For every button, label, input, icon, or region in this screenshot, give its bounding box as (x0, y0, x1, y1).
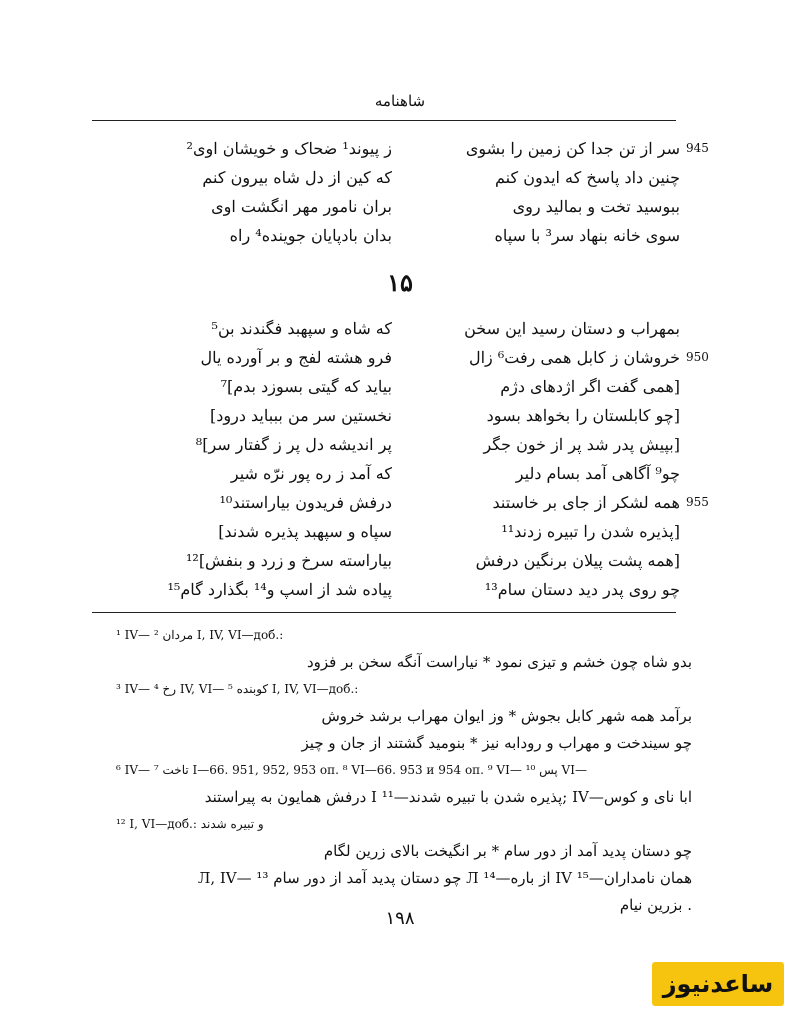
first-hemistich: ببوسید تخت و بمالید روی (512, 197, 680, 216)
couplet (0, 221, 800, 250)
footnote-rule (92, 612, 676, 613)
couplet (0, 372, 800, 401)
first-hemistich: همه لشکر از جای بر خاستند (492, 493, 680, 512)
second-hemistich: که شاه و سپهبد فگندند بن⁵ (211, 319, 392, 338)
couplet (0, 575, 800, 604)
first-hemistich: چو⁹ آگاهی آمد بسام دلیر (515, 464, 680, 483)
couplet (0, 430, 800, 459)
line-number: 955 (686, 495, 709, 509)
footnote-line: ¹² I, VI—доб.: و تبیره شدند (116, 817, 264, 831)
first-hemistich: [همی گفت اگر اژدهای دژم (500, 377, 680, 396)
section-number: ۱۵ (387, 268, 413, 297)
second-hemistich: بیاراسته سرخ و زرد و بنفش]¹² (185, 551, 392, 570)
footnotes (92, 622, 692, 919)
first-hemistich: خروشان ز کابل همی رفت⁶ زال (468, 348, 680, 367)
couplet (0, 163, 800, 192)
first-hemistich: [پذیره شدن را تبیره زدند¹¹ (501, 522, 680, 541)
second-hemistich: بیاید که گیتی بسوزد بدم]⁷ (220, 377, 392, 396)
first-hemistich: سر از تن جدا کن زمین را بشوی (465, 139, 680, 158)
verse-block-2 (0, 314, 800, 604)
first-hemistich: سوی خانه بنهاد سر³ با سپاه (494, 226, 680, 245)
first-hemistich: [بپیش پدر شد پر از خون جگر (483, 435, 680, 454)
footnote-line: ³ IV— رخ ⁴ IV, VI— کوبنده ⁵ I, IV, VI—доб.: (116, 682, 359, 696)
verse-block-1 (0, 134, 800, 250)
second-hemistich: ز پیوند¹ ضحاک و خویشان اوی² (186, 139, 392, 158)
second-hemistich: نخستین سر من ببباید درود] (210, 406, 392, 425)
first-hemistich: چنین داد پاسخ که ایدون کنم (495, 168, 680, 187)
footnote-line: برآمد همه شهر کابل بجوش * وز ایوان مهراب برشد خروش (321, 707, 692, 725)
couplet (0, 343, 800, 372)
couplet (0, 546, 800, 575)
couplet (0, 459, 800, 488)
second-hemistich: پیاده شد از اسپ و¹⁴ بگذارد گام¹⁵ (167, 580, 392, 599)
first-hemistich: [همه پشت پیلان برنگین درفش (475, 551, 680, 570)
second-hemistich: بران نامور مهر انگشت اوی (211, 197, 392, 216)
second-hemistich: سپاه و سپهبد پذیره شدند] (218, 522, 392, 541)
footnote-line: همان نامداران—IV ¹⁵ از باره—Л ¹⁴ چو دستان پدید آمد از دور سام Л, IV— ¹³ (197, 869, 692, 887)
watermark-text: ساعدنیوز (662, 970, 774, 998)
second-hemistich: بدان بادپایان جوینده⁴ راه (229, 226, 392, 245)
running-header: شاهنامه (374, 92, 426, 110)
line-number: 945 (686, 141, 709, 155)
couplet (0, 517, 800, 546)
second-hemistich: پر اندیشه دل پر ز گفتار سر]⁸ (195, 435, 392, 454)
footnote-line: ⁶ IV— تاخت ⁷ I—66. 951, 952, 953 оп. ⁸ VI—66. 953 и 954 оп. ⁹ VI— پس ¹⁰ VI— (116, 763, 587, 777)
couplet (0, 192, 800, 221)
page-number: ۱۹۸ (385, 908, 415, 929)
site-watermark-logo (652, 962, 784, 1006)
footnote-line: چو دستان پدید آمد از دور سام * بر انگیخت بالای زرین لگام (323, 842, 692, 860)
footnote-line: چو سیندخت و مهراب و رودابه نیز * بنومید گشتند از جان و چیز (301, 734, 692, 752)
second-hemistich: فرو هشته لفج و بر آورده یال (200, 348, 392, 367)
footnote-line: ابا نای و کوس—IV ;پذیره شدن با تبیره شدند—I ¹¹ درفش همایون به پیراستند (204, 788, 692, 806)
header-rule (92, 120, 676, 121)
couplet (0, 401, 800, 430)
couplet (0, 314, 800, 343)
first-hemistich: [چو کابلستان را بخواهد بسود (486, 406, 680, 425)
first-hemistich: چو روی پدر دید دستان سام¹³ (484, 580, 680, 599)
line-number: 950 (686, 350, 709, 364)
footnote-line: . بزرین نیام (619, 896, 692, 914)
second-hemistich: که کین از دل شاه بیرون کنم (202, 168, 392, 187)
first-hemistich: بمهراب و دستان رسید این سخن (464, 319, 680, 338)
footnote-line: ¹ IV— مردان ² I, IV, VI—доб.: (116, 628, 284, 642)
couplet (0, 488, 800, 517)
second-hemistich: درفش فریدون بیاراستند¹⁰ (219, 493, 392, 512)
footnote-line: بدو شاه چون خشم و تیزی نمود * نیاراست آنگه سخن بر فزود (306, 653, 692, 671)
second-hemistich: که آمد ز ره پور نرّه شیر (230, 464, 392, 483)
couplet (0, 134, 800, 163)
